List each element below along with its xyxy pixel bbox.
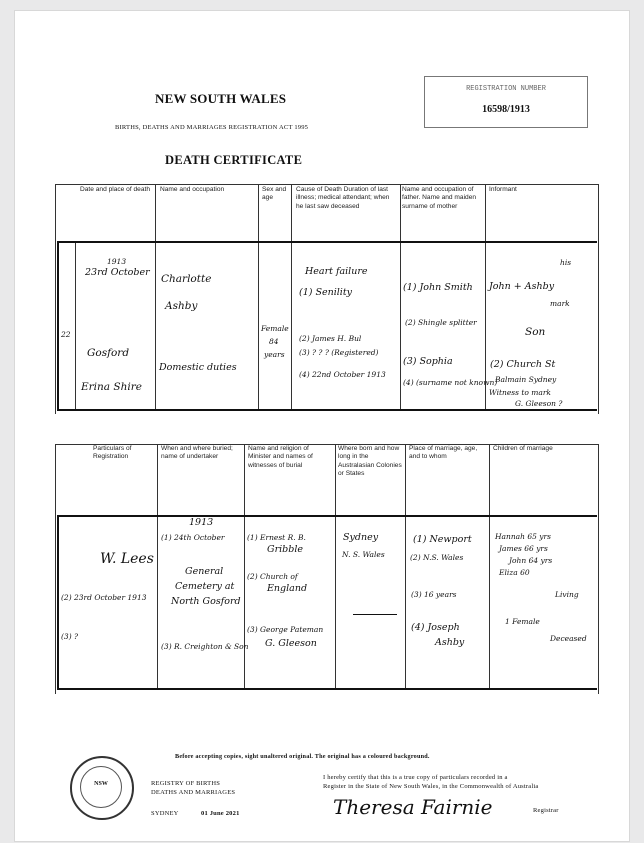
father-name: (1) John Smith [403,282,473,293]
col-header-sex-age: Sex and age [262,186,287,202]
death-year: 1913 [107,257,127,266]
cause-line-3: (2) James H. Bul [299,334,362,343]
burial-date: (1) 24th October [161,533,225,542]
minister-line-5: (3) George Pateman [247,625,324,634]
informant-his: his [560,258,572,267]
registry-city: SYDNEY [151,810,179,817]
children-deceased: Deceased [550,634,587,643]
state-title: NEW SOUTH WALES [155,91,287,106]
burial-year: 1913 [189,517,214,528]
spouse-surname: Ashby [435,637,465,648]
minister-line-4: England [267,583,308,594]
registrar-signature: W. Lees [100,551,154,567]
child-2: James 66 yrs [499,544,548,553]
child-3: John 64 yrs [509,556,553,565]
registry-line-1: REGISTRY OF BIRTHS [151,780,221,787]
seal-label: NSW [94,781,108,787]
col-header-minister: Name and religion of Minister and names of witnesses of burial [248,445,313,469]
registrar-title: Registrar [533,807,559,814]
informant-address-2: Balmain Sydney [495,375,557,384]
registration-place: (3) ? [61,632,79,641]
certify-line-2: Register in the State of New South Wales, in the Commonwealth of Australia [323,783,539,790]
col-header-name-occupation: Name and occupation [160,186,225,193]
child-4: Eliza 60 [499,568,530,577]
minister-line-1: (1) Ernest R. B. [247,533,306,542]
informant-witness: Witness to mark [489,388,551,397]
cause-line-5: (4) 22nd October 1913 [299,370,386,379]
col-header-informant: Informant [489,186,517,193]
marriage-place: (1) Newport [413,534,472,545]
marriage-state: (2) N.S. Wales [410,553,464,562]
col-header-burial: When and where buried; name of undertaker [161,445,233,461]
registration-label: REGISTRATION NUMBER [466,85,546,93]
issue-date: 01 June 2021 [201,810,240,817]
child-1: Hannah 65 yrs [495,532,551,541]
sex: Female [261,324,289,333]
father-occupation: (2) Shingle splitter [405,318,477,327]
col-header-date-place: Date and place of death [79,186,151,193]
cause-line-4: (3) ? ? ? (Registered) [299,348,379,357]
burial-line-4: North Gosford [171,596,241,607]
registrar-handwritten-signature: Theresa Fairnie [333,795,493,819]
deceased-occupation: Domestic duties [159,362,237,373]
row-number: 22 [61,330,71,339]
minister-line-6: G. Gleeson [265,638,317,649]
mother-maiden-name: (4) (surname not known) [403,378,498,387]
col-header-cause: Cause of Death Duration of last illness; medical attendant; when he last saw deceased [296,186,390,210]
mother-name: (3) Sophia [403,356,453,367]
age: 84 [269,337,279,346]
informant-address-1: (2) Church St [490,359,556,370]
registration-number-box [424,76,588,128]
certify-line-1: I hereby certify that this is a true copy of particulars recorded in a [323,774,508,781]
death-place: Gosford [87,347,130,359]
document-title: DEATH CERTIFICATE [165,153,303,167]
informant-name: John + Ashby [489,281,555,292]
informant-mark: mark [550,299,570,308]
cause-line-1: Heart failure [305,266,368,277]
death-date: 23rd October [85,267,150,278]
cause-line-2: (1) Senility [299,287,353,298]
undertaker: (3) R. Creighton & Son [161,642,249,651]
age-unit: years [264,350,285,359]
registration-date: (2) 23rd October 1913 [61,593,147,602]
certificate-sheet [14,10,630,842]
registry-line-2: DEATHS AND MARRIAGES [151,789,236,796]
burial-line-3: Cemetery at [175,581,235,592]
minister-line-2: Gribble [267,544,303,555]
act-title: BIRTHS, DEATHS AND MARRIAGES REGISTRATION ACT 1995 [115,124,309,131]
registry-seal-icon [70,756,134,820]
col-header-marriage: Place of marriage, age, and to whom [409,445,478,461]
col-header-birthplace: Where born and how long in the Australasian Colonies or States [338,445,402,478]
marriage-age: (3) 16 years [411,590,457,599]
informant-witness-name: G. Gleeson ? [515,399,563,408]
spouse-name: (4) Joseph [411,622,460,633]
col-header-registration: Particulars of Registration [93,445,132,461]
children-female: 1 Female [505,617,540,626]
minister-line-3: (2) Church of [247,572,298,581]
birthplace-line-2: N. S. Wales [342,550,385,559]
death-shire: Erina Shire [81,381,142,393]
col-header-parents: Name and occupation of father. Name and maiden surname of mother [402,186,477,210]
burial-line-2: General [185,566,224,577]
deceased-surname: Ashby [165,300,198,312]
children-living: Living [555,590,579,599]
registration-number: 16598/1913 [482,104,530,115]
birthplace-line-1: Sydney [343,532,379,543]
informant-relation: Son [525,326,546,338]
col-header-children: Children of marriage [493,445,553,452]
deceased-first-name: Charlotte [161,273,212,285]
warning-text: Before accepting copies, sight unaltered original. The original has a coloured background. [175,753,430,760]
